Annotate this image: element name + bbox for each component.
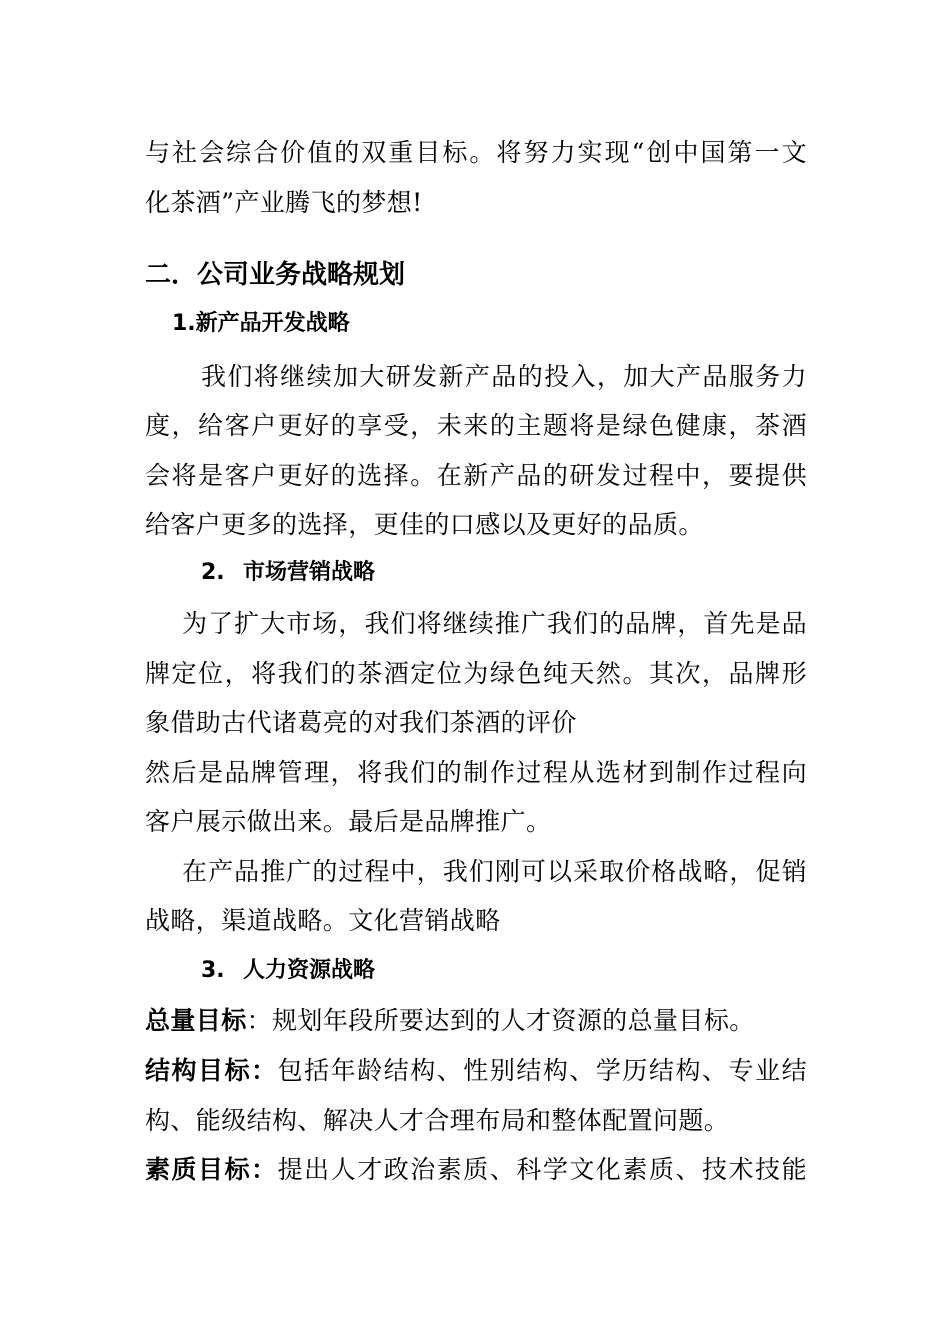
subsection-number: 2. [201,560,225,585]
subsection-title: 人力资源战略 [243,958,376,983]
subsection-heading-1: 1.新产品开发战略 [172,311,350,336]
paragraph-line: 会将是客户更好的选择。在新产品的研发过程中，要提供 [145,461,807,490]
paragraph-line: 牌定位，将我们的茶酒定位为绿色纯天然。其次，品牌形 [145,659,807,688]
section-heading: 二．公司业务战略规划 [145,260,406,290]
goal-label: 结构目标： [145,1056,278,1085]
goal-item-structure [145,1054,807,1088]
intro-line-2: 化茶酒”产业腾飞的梦想! [145,188,423,217]
paragraph-line: 我们将继续加大研发新产品的投入，加大产品服务力 [201,362,807,391]
goal-text: 规划年段所要达到的人才资源的总量目标。 [272,1006,755,1035]
paragraph-line: 给客户更多的选择，更佳的口感以及更好的品质。 [145,510,704,539]
goal-item-continuation: 构、能级结构、解决人才合理布局和整体配置问题。 [145,1106,730,1135]
intro-line-1: 与社会综合价值的双重目标。将努力实现“创中国第一文 [145,138,807,167]
goal-text: 包括年龄结构、性别结构、学历结构、专业结 [277,1056,807,1085]
paragraph-line: 然后是品牌管理，将我们的制作过程从选材到制作过程向 [145,758,807,787]
goal-text: 提出人才政治素质、科学文化素质、技术技能 [277,1155,807,1184]
goal-item-quality [145,1153,807,1187]
paragraph-line: 战略，渠道战略。文化营销战略 [145,906,501,935]
paragraph-line: 客户展示做出来。最后是品牌推广。 [145,807,552,836]
paragraph-line: 度，给客户更好的享受，未来的主题将是绿色健康，茶酒 [145,411,807,440]
subsection-number: 3. [201,958,225,983]
subsection-title: 市场营销战略 [243,560,376,585]
goal-item-total [145,1004,807,1038]
paragraph-line: 在产品推广的过程中，我们刚可以采取价格战略，促销 [182,857,807,886]
paragraph-line: 为了扩大市场，我们将继续推广我们的品牌，首先是品 [182,609,807,638]
goal-label: 素质目标： [145,1155,278,1184]
paragraph-line: 象借助古代诸葛亮的对我们茶酒的评价 [145,708,577,737]
goal-separator: ： [246,1006,273,1035]
subsection-heading-2 [201,558,375,588]
goal-label: 总量目标 [145,1006,247,1035]
subsection-heading-3 [201,956,375,986]
